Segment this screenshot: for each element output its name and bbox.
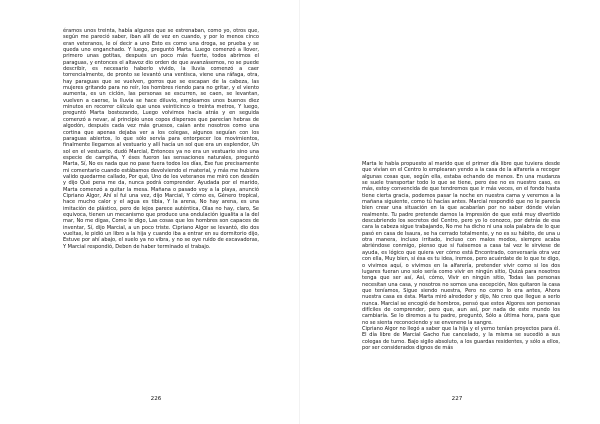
right-page-text bbox=[362, 161, 560, 351]
right-page bbox=[300, 0, 600, 424]
left-paragraph: éramos unos treinta, había algunos que se estrenaban, como yo, otros que, según me pareció saber, iban allí de vez en cuando, y por lo menos cinco eran veteranos, le oí decir a uno Esto es como una droga, se prueba y se queda uno enganchado. Y luego, preguntó Marta. Luego comenzó a llover, primero unas gotitas, después un poco más fuerte, todos abrimos el paraguas, y entonces el altavoz dio orden de que avanzásemos, no se puede describir, es necesario haberlo vivido, la lluvia comenzó a caer torrencialmente, de pronto se levantó una ventisca, viene una ráfaga, otra, hay paraguas que se vuelven, gorros que se escapan de la cabeza, las mujeres gritando para no reír, los hombres riendo para no gritar, y el viento aumenta, es un ciclón, las personas se escurren, se caen, se levantan, vuelven a caerse, la lluvia se hace diluvio, empleamos unos buenos diez minutos en recorrer cálculo que unos veinticinco o treinta metros, Y luego, preguntó Marta bostezando, Luego volvimos hacia atrás y en seguida comenzó a nevar, al principio unos copos dispersos que parecían hebras de algodón, después cada vez más gruesos, caían ante nosotros como una cortina que apenas dejaba ver a los colegas, algunos seguían con los paraguas abiertos, lo que sólo servía para entorpecer los movimientos, finalmente llegamos al vestuario y allí hacía un sol que era un esplendor, Un sol en el vestuario, dudó Marcial, Entonces ya no era un vestuario sino una especie de campiña, Y éses fueron las sensaciones naturales, preguntó Marta, Sí, No es nada que no pase fuera todos los días, Ese fue precisamente mi comentario cuando estábamos devolviendo el material, y más me hubiera valido quedarme callado, Por qué, Uno de los veteranos me miró con desdén y dijo Qué pena me da, nunca podrá comprender. Ayudada por el marido, Marta comenzó a quitar la mesa. Mañana o pasado voy a la playa, anunció Cipriano Algor, Ahí sí fui una vez, dijo Marcial, Y cómo es, Género tropical, hace mucho calor y el agua es tibia, Y la arena, No hay arena, es una imitación de plástico, pero de lejos parece auténtica, Olas no hay, claro, Se equivoca, tienen un mecanismo que produce una ondulación igualita a la del mar, No me digas, Como le digo, Las cosas que los hombres son capaces de inventar, Sí, dijo Marcial, a un poco triste. Cipriano Algor se levantó, dio dos vueltas, le pidió un libro a la hija y cuando iba a entrar en su dormitorio dijo, Estuve por ahí abajo, el suelo ya no vibra, y no se oye ruido de excavadoras, Y Marcial respondió, Deben de haber terminado el trabajo. bbox=[63, 28, 259, 250]
left-page-text bbox=[63, 28, 259, 250]
right-paragraph: Cipriano Algor no llegó a saber que la hija y el yerno tenían proyectos para él. El día libre de Marcial Gacho fue cancelado, y la misma se sucedió a sus colegas de turno. Bajo sigilo absoluto, a los guardas residentes, y sólo a ellos, por ser considerados dignos de más bbox=[362, 325, 560, 351]
right-page-number: 227 bbox=[451, 396, 463, 402]
left-page-number: 226 bbox=[150, 396, 162, 402]
right-paragraph: Marta le había propuesto al marido que el primer día libre que tuviera desde que vivían en el Centro lo emplearan yendo a la casa de la alfarería a recoger algunas cosas que, según ella, estaba echando de menos. En una mudanza se suele transportar todo lo que se tiene, pero ése no es nuestro caso, es más, estoy convencida de que tendremos que ir más veces, en el fondo hasta tiene cierta gracia, podemos pasar la noche en nuestra cama y veremos a la mañana siguiente, como tú hacías antes. Marcial respondió que no le parecía bien crear una situación en la que acabarían por no saber dónde vivían realmente. Tu padre pretende darnos la impresión de que está muy divertido descubriendo los secretos del Centro, pero yo lo conozco, por detrás de esa cara la cabeza sigue trabajando, No me ha dicho ni una sola palabra de lo que pasó en casa de Isaura, se ha cerrado totalmente, y no es su hábito, de una u otra manera, incluso irritado, incluso con malos modos, siempre acaba abriéndose conmigo, pienso que si fuésemos a casa tal vez le sirviese de ayuda, es lógico que quiera ver cómo está Encontrado, conversaría otra vez con ella, Muy bien, si ésa es tu idea, iremos, pero acuérdate de lo que te digo, o vivimos aquí, o vivimos en la alfarería, pretender vivir como si los dos lugares fueran uno solo sería como vivir en ningún sitio, Quizá para nosotros tenga que ser así, Así, cómo, Vivir en ningún sitio, Todas las personas necesitan una casa, y nosotros no somos una excepción, Nos quitaron la casa que teníamos, Sigue siendo nuestra, Pero no como lo era antes, Ahora nuestra casa es ésta. Marta miró alrededor y dijo, No creo que llegue a serlo nunca. Marcial se encogió de hombros, pensó que estos Algores son personas difíciles de comprender, pero que, aun así, por nada de este mundo los cambiaría. Se lo diremos a tu padre, preguntó, Sólo a última hora, para que no se sienta reconociendo y se envenene la sangre. bbox=[362, 161, 560, 326]
